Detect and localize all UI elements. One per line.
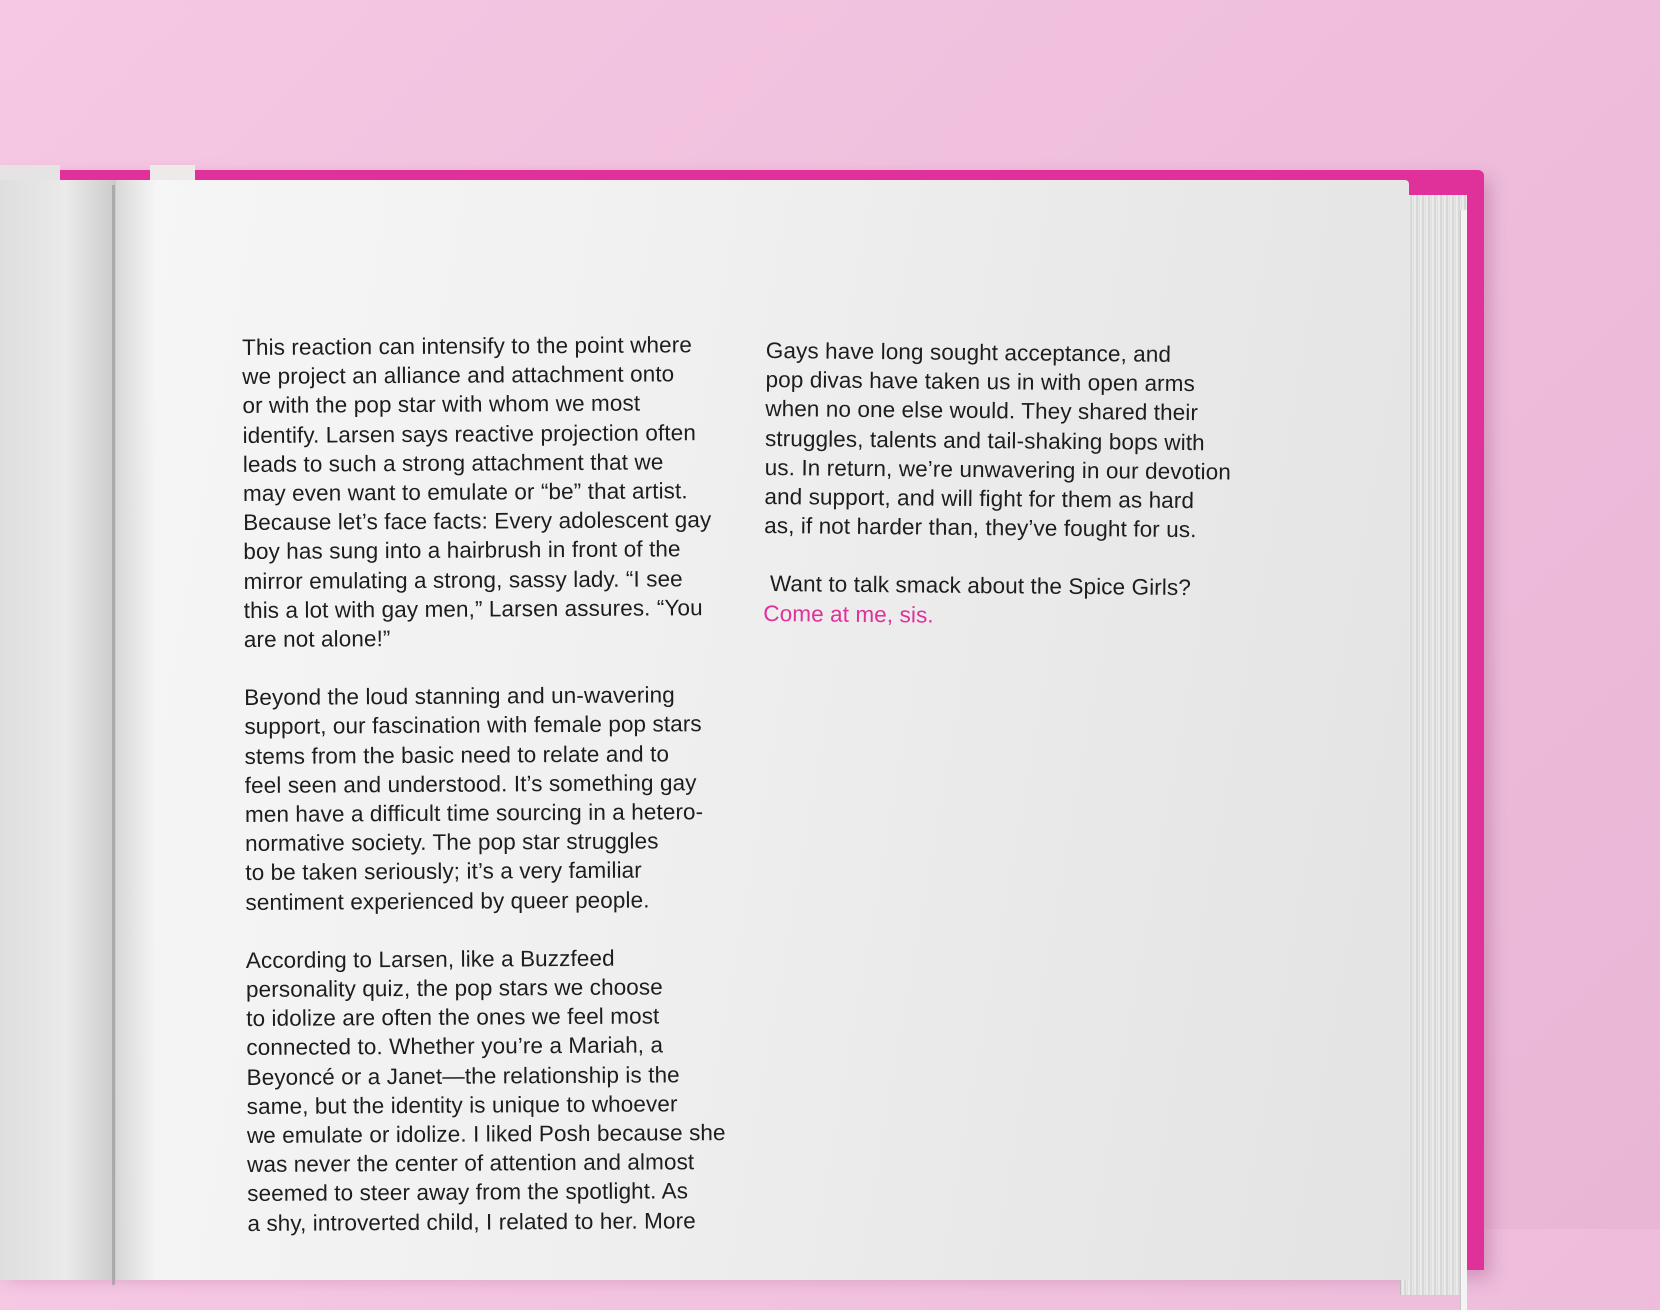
closing-paragraph — [763, 569, 1284, 632]
page-stack-edge — [1400, 195, 1467, 1295]
closing-highlight: Come at me, sis. — [763, 600, 934, 628]
gutter-shadow — [116, 180, 156, 1280]
body-paragraph: Gays have long sought acceptance, and pop divas have taken us in with open arms when no one else would. They shared their struggles, talents and tail-shaking bops with us. In return, we’re unwavering in our devotion and support, and will fight for them as hard as, if not harder than, they’ve fought for us. — [764, 337, 1232, 543]
body-paragraph: According to Larsen, like a Buzzfeed personality quiz, the pop stars we choose to idolize are often the ones we feel most connected to. Whether you’re a Mariah, a Beyoncé or a Janet—the relationship is the same, but the identity is unique to whoever we emulate or idolize. I liked Posh because she was never the center of attention and almost seemed to steer away from the spotlight. As a shy, introverted child, I related to her. More — [245, 945, 726, 1236]
left-page — [0, 180, 120, 1280]
body-paragraph: This reaction can intensify to the point where we project an alliance and attachment onto or with the pop star with whom we most identify. Larsen says reactive projection often leads to such a strong attachment that we may even want to emulate or “be” that artist. Because let’s face facts: Every adolescent gay boy has sung into a hairbrush in front of the mirror emulating a strong, sassy lady. “I see this a lot with gay men,” Larsen assures. “You are not alone!” — [242, 332, 712, 653]
left-text-column — [242, 330, 748, 1267]
page-stack-edge-back — [1460, 210, 1467, 1310]
closing-line: Want to talk smack about the Spice Girls? — [763, 571, 1192, 601]
body-paragraph: Beyond the loud stanning and un-wavering support, our fascination with female pop stars stems from the basic need to relate and to feel seen and understood. It’s something gay men have a difficult time sourcing in a hetero- normative society. The pop star struggles to be taken seriously; it’s a very familiar sentiment experienced by queer people. — [244, 682, 704, 915]
book-gutter-line — [112, 185, 115, 1285]
right-text-column — [763, 336, 1286, 633]
